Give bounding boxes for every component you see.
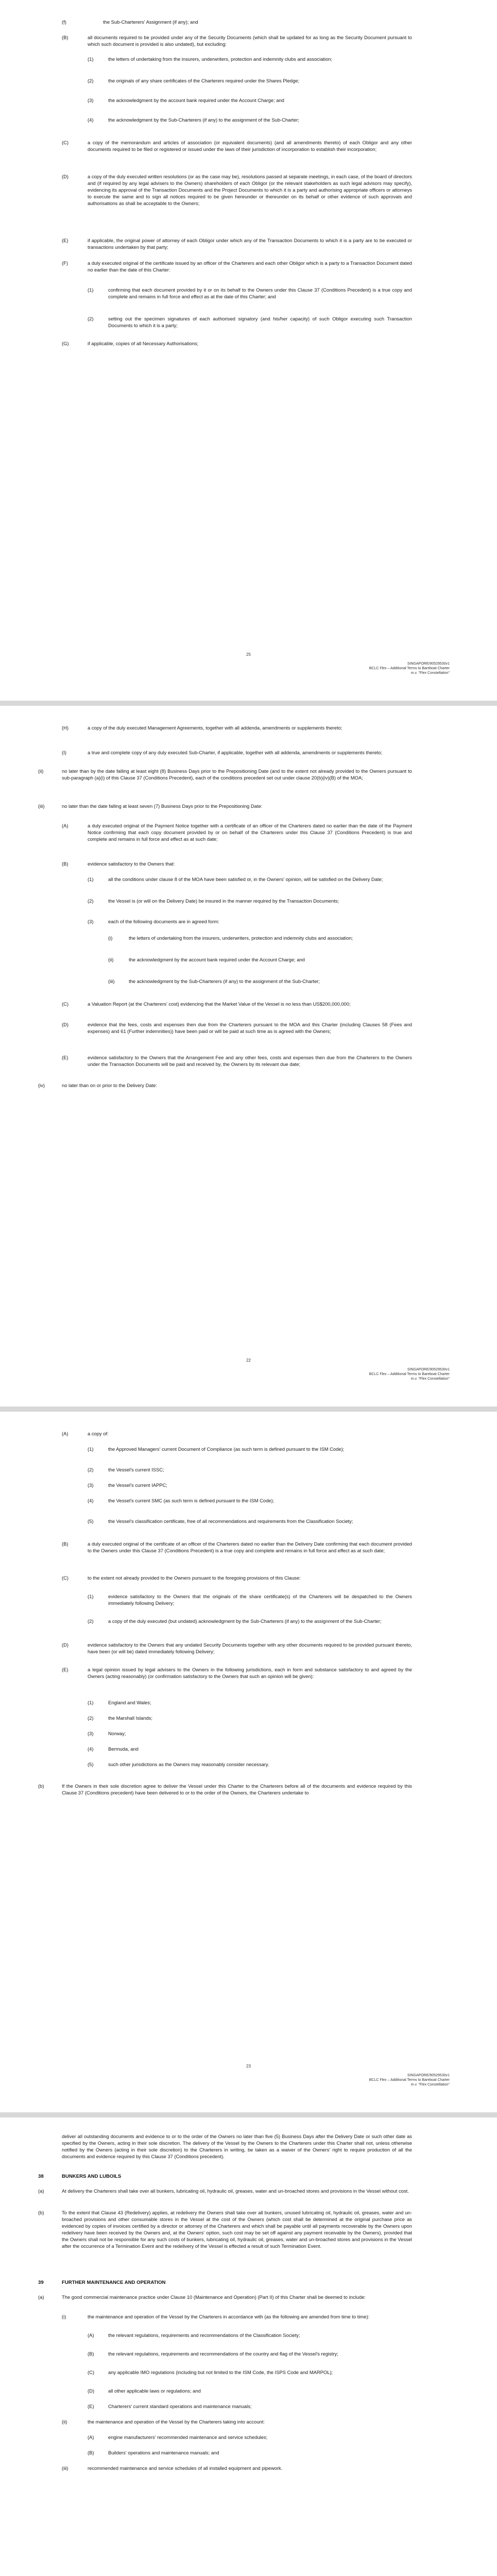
paragraph-text: a legal opinion issued by legal advisers to the Owners in the following jurisdictions, each in form and substance satisfactory to and agreed by the Owners (acting reasonably) (or confirmation satisfactory to the Owners that such an opinion will be given): [88, 1667, 412, 1679]
paragraph-label: (5) [88, 1761, 94, 1767]
paragraph-label: (F) [62, 260, 68, 266]
footer-vessel: m.v. "Flex Constellation" [410, 671, 450, 675]
paragraph-text: evidence satisfactory to the Owners that: [88, 861, 175, 867]
paragraph-label: (E) [62, 1667, 68, 1672]
paragraph-text: the Vessel is (or will on the Delivery Date) be insured in the manner required by the Transaction Documents; [108, 898, 339, 904]
paragraph-label: (4) [88, 117, 94, 123]
paragraph-text: the Sub-Charterers' Assignment (if any); and [103, 19, 198, 25]
paragraph-text: a true and complete copy of any duly executed Sub-Charter, if applicable, together with all addenda, amendments or supplements thereto; [88, 750, 383, 755]
page-number: 23 [246, 2064, 251, 2069]
paragraph-label: (B) [88, 2351, 94, 2357]
footer-title: BCLC Flex – Additional Terms to Bareboat Charter [369, 667, 450, 670]
paragraph-text: a copy of the memorandum and articles of association (or equivalent documents) (and all amendments thereto) of each Obligor and any other documents required to be filed or registered or issued under the laws of their jurisdiction of incorporation to establish their incorporation; [88, 140, 412, 152]
paragraph-label: (3) [88, 1482, 94, 1488]
paragraph-label: (H) [62, 725, 69, 731]
paragraph-text: a copy of the duly executed written resolutions (or as the case may be), resolutions passed at separate meetings, in each case, of the board of directors and (if required by any legal advisers to the Owners) shareholders of each Obligor (or the relevant stakeholders as such legal advisors may specify), evidencing its approval of the Transaction Documents and the Project Documents to which it is a party and authorising appropriate officers or attorneys to execute the same and to sign all notices required to be given hereunder or thereunder on its behalf or other evidence of such approvals and authorisations as shall be acceptable to the Owners; [88, 174, 412, 206]
paragraph-label: (iv) [38, 1082, 45, 1088]
paragraph-label: (5) [88, 1518, 94, 1524]
paragraph-label: (a) [38, 2188, 44, 2194]
footer-vessel: m.v. "Flex Constellation" [410, 1377, 450, 1381]
clause-heading: BUNKERS AND LUBOILS [62, 2174, 122, 2179]
paragraph-label: (E) [88, 2403, 94, 2409]
paragraph-label: (2) [88, 898, 94, 904]
paragraph-label: (1) [88, 287, 94, 293]
paragraph-label: (iii) [108, 978, 115, 984]
clause-number: 39 [38, 2280, 44, 2285]
paragraph-label: (b) [38, 2210, 44, 2215]
paragraph-text: all the conditions under clause 8 of the MOA have been satisfied or, in the Owners' opinion, will be satisfied on the Delivery Date; [108, 876, 383, 882]
paragraph-label: (C) [62, 140, 69, 145]
paragraph-text: any applicable IMO regulations (including but not limited to the ISM Code, the ISPS Code and MARPOL); [108, 2369, 333, 2375]
paragraph-text: If the Owners in their sole discretion agree to deliver the Vessel under this Charter to the Charterers before all of the documents and evidence required by this Clause 37 (Conditions precedent) have been delivered to or to the order of the Owners, the Charterers undertake to [62, 1783, 412, 1795]
paragraph-label: (D) [62, 174, 69, 179]
paragraph-text: a copy of the duly executed Management Agreements, together with all addenda, amendments or supplements thereto; [88, 725, 342, 731]
paragraph-text: deliver all outstanding documents and evidence to or to the order of the Owners no later than five (5) Business Days after the Delivery Date or such other date as specified by the Owners, acting in their sole discretion. The delivery of the Vessel by the Owners to the Charterers under this Charter shall not, unless otherwise notified by the Owners (acting in their sole discretion) to the Charterers in writing, be taken as a waiver of the Owners' right to require production of all the documents and evidence required by this Clause 37 (Conditions precedent). [62, 2133, 412, 2159]
paragraph-text: if applicable, copies of all Necessary Authorisations; [88, 341, 199, 346]
paragraph-text: the Vessel's current IAPPC; [108, 1482, 167, 1488]
document-page [0, 0, 497, 701]
paragraph-label: (b) [38, 1783, 44, 1789]
paragraph-text: England and Wales; [108, 1700, 151, 1705]
paragraph-label: (2) [88, 78, 94, 83]
paragraph-label: (2) [88, 316, 94, 321]
paragraph-label: (iii) [38, 803, 45, 809]
paragraph-text: the Approved Managers' current Document of Compliance (as such term is defined pursuant to the ISM Code); [108, 1446, 345, 1452]
paragraph-text: evidence that the fees, costs and expenses then due from the Charterers pursuant to the MOA and this Charter (including Clauses 58 (Fees and expenses) and 61 (Further indemnities)) have been paid or will be paid at such time as is agreed with the Owners; [88, 1022, 412, 1034]
paragraph-text: each of the following documents are in agreed form: [108, 919, 219, 924]
paragraph-text: Norway; [108, 1731, 126, 1736]
paragraph-text: recommended maintenance and service schedules of all installed equipment and pipework. [88, 2465, 283, 2471]
document-page [0, 706, 497, 1406]
paragraph-label: (C) [62, 1001, 69, 1007]
page-separator [0, 2112, 497, 2117]
paragraph-text: At delivery the Charterers shall take over all bunkers, lubricating oil, hydraulic oil, greases, water and un-broached stores and provisions in the Vessel without cost. [62, 2188, 409, 2194]
paragraph-label: (f) [62, 19, 66, 25]
paragraph-text: the acknowledgment by the Sub-Charterers (if any) to the assignment of the Sub-Charter; [108, 117, 300, 123]
paragraph-text: such other jurisdictions as the Owners may reasonably consider necessary. [108, 1761, 269, 1767]
paragraph-label: (3) [88, 1731, 94, 1736]
paragraph-text: To the extent that Clause 43 (Redelivery) applies, at redelivery the Owners shall take over all bunkers, unused lubricating oil, hydraulic oil, greases, water and un-broached provisions and other consumable stores in the Vessel at the cost of the Owners (which cost shall be determined at the original purchase price as evidenced by copies of invoices certified by a director or attorney of the Charterers and which shall be payable until all payments recoverable by the Owners upon redelivery have been received by the Owners and, at the Owners' option, such cost may be set off against any payment receivable by the Owners), provided that the Owners shall not be responsible for any such costs of bunkers, lubricating oil, hydraulic oil, greases, water and un-broached stores and provisions in the Vessel after the occurrence of a Termination Event and the redelivery of the Vessel is effected a result of such Termination Event. [62, 2210, 412, 2249]
paragraph-label: (ii) [108, 957, 114, 962]
paragraph-label: (B) [62, 35, 68, 40]
paragraph-text: the Vessel's current ISSC; [108, 1467, 164, 1472]
paragraph-text: The good commercial maintenance practice under Clause 10 (Maintenance and Operation) (Part II) of this Charter shall be deemed to include: [62, 2294, 366, 2300]
paragraph-label: (A) [88, 2434, 94, 2440]
paragraph-label: (1) [88, 1446, 94, 1452]
paragraph-label: (E) [62, 1055, 68, 1060]
paragraph-text: all other applicable laws or regulations; and [108, 2388, 201, 2394]
paragraph-label: (C) [62, 1575, 69, 1581]
paragraph-label: (A) [88, 2332, 94, 2338]
paragraph-text: no later than on or prior to the Delivery Date: [62, 1082, 157, 1088]
clause-heading: FURTHER MAINTENANCE AND OPERATION [62, 2280, 166, 2285]
paragraph-label: (a) [38, 2294, 44, 2300]
document-page [0, 1412, 497, 2112]
paragraph-label: (B) [88, 2450, 94, 2455]
paragraph-text: a copy of: [88, 1431, 109, 1436]
paragraph-label: (D) [62, 1022, 69, 1027]
paragraph-text: evidence satisfactory to the Owners that any undated Security Documents together with any other documents required to be provided pursuant thereto, have been (or will be) dated immediately following Delivery; [88, 1642, 412, 1654]
paragraph-text: to the extent not already provided to the Owners pursuant to the foregoing provisions of this Clause: [88, 1575, 301, 1581]
paragraph-text: the acknowledgment by the account bank required under the Account Charge; and [108, 97, 284, 103]
footer-reference: SINGAPORE/90529530v1 [407, 662, 450, 666]
paragraph-text: the Marshall Islands; [108, 1715, 152, 1721]
paragraph-text: the acknowledgment by the Sub-Charterers (if any) to the assignment of the Sub-Charter; [129, 978, 320, 984]
paragraph-text: the relevant regulations, requirements and recommendations of the country and flag of the Vessel's registry; [108, 2351, 338, 2357]
paragraph-text: the relevant regulations, requirements and recommendations of the Classification Society; [108, 2332, 300, 2338]
paragraph-label: (B) [62, 861, 68, 867]
paragraph-label: (ii) [62, 2419, 67, 2425]
paragraph-text: a duly executed original of the certificate of an officer of the Charterers dated no earlier than the Delivery Date confirming that each document provided to the Owners under this Clause 37 (Conditions Precedent) is a true copy and complete and remains in full force and effect as at such date; [88, 1541, 412, 1553]
footer-reference: SINGAPORE/90529530v1 [407, 1368, 450, 1371]
page-number: 22 [246, 1358, 251, 1363]
footer-reference: SINGAPORE/90529530v1 [407, 2074, 450, 2077]
paragraph-text: the Vessel's current SMC (as such term is defined pursuant to the ISM Code); [108, 1498, 275, 1503]
paragraph-text: the originals of any share certificates of the Charterers required under the Shares Pledge; [108, 78, 300, 83]
paragraph-text: the Vessel's classification certificate, free of all recommendations and requirements from the Classification Society; [108, 1518, 353, 1524]
clause-number: 38 [38, 2174, 44, 2179]
paragraph-text: the letters of undertaking from the insurers, underwriters, protection and indemnity clubs and association; [108, 56, 333, 62]
document-page [0, 2117, 497, 2576]
paragraph-text: the maintenance and operation of the Vessel by the Charterers taking into account: [88, 2419, 265, 2425]
paragraph-text: engine manufacturers' recommended maintenance and service schedules; [108, 2434, 268, 2440]
footer-title: BCLC Flex – Additional Terms to Bareboat Charter [369, 1372, 450, 1376]
paragraph-text: the maintenance and operation of the Vessel by the Charterers in accordance with (as the following are amended from time to time): [88, 2314, 370, 2319]
paragraph-label: (iii) [62, 2465, 68, 2471]
paragraph-label: (G) [62, 341, 69, 346]
page-separator [0, 1406, 497, 1412]
paragraph-label: (1) [88, 1594, 94, 1599]
page-separator [0, 701, 497, 706]
paragraph-label: (D) [88, 2388, 95, 2394]
paragraph-text: if applicable, the original power of attorney of each Obligor under which any of the Transaction Documents to which it is a party are to be executed or transactions undertaken by that party; [88, 238, 412, 250]
paragraph-label: (1) [88, 56, 94, 62]
paragraph-label: (3) [88, 97, 94, 103]
paragraph-text: confirming that each document provided by it or on its behalf to the Owners under this Clause 37 (Conditions Precedent) is a true copy and complete and remains in full force and effect as at the date of this Charter; and [108, 287, 412, 299]
paragraph-text: setting out the specimen signatures of each authorised signatory (and his/her capacity) of such Obligor executing such Transaction Documents to which it is a party; [108, 316, 412, 328]
paragraph-text: a Valuation Report (at the Charterers' cost) evidencing that the Market Value of the Vessel is no less than US$200,000,000; [88, 1001, 351, 1007]
page-number: 25 [246, 652, 251, 657]
paragraph-label: (4) [88, 1746, 94, 1752]
paragraph-label: (D) [62, 1642, 69, 1648]
paragraph-text: evidence satisfactory to the Owners that the Arrangement Fee and any other fees, costs and expenses then due from the Charterers to the Owners under the Transaction Documents will be paid and received by, the Owners by its relevant due date; [88, 1055, 412, 1067]
paragraph-text: Builders' operations and maintenance manuals; and [108, 2450, 219, 2455]
paragraph-text: a copy of the duly executed (but undated) acknowledgment by the Sub-Charterers (if any) to the assignment of the Sub-Charter; [108, 1618, 382, 1624]
footer-vessel: m.v. "Flex Constellation" [410, 2083, 450, 2087]
paragraph-label: (ii) [38, 768, 44, 774]
paragraph-label: (2) [88, 1467, 94, 1472]
paragraph-text: Charterers' current standard operations and maintenance manuals; [108, 2403, 252, 2409]
paragraph-text: the letters of undertaking from the insurers, underwriters, protection and indemnity clubs and association; [129, 935, 353, 941]
paragraph-label: (A) [62, 823, 68, 828]
paragraph-text: Bermuda, and [108, 1746, 139, 1752]
footer-title: BCLC Flex – Additional Terms to Bareboat Charter [369, 2078, 450, 2082]
paragraph-text: no later than the date falling at least seven (7) Business Days prior to the Prepositioning Date: [62, 803, 263, 809]
paragraph-label: (C) [88, 2369, 95, 2375]
paragraph-text: a duly executed original of the certificate issued by an officer of the Charterers and each other Obligor which is a party to a Transaction Document dated no earlier than the date of this Charter: [88, 260, 412, 273]
paragraph-label: (2) [88, 1618, 94, 1624]
paragraph-label: (B) [62, 1541, 68, 1547]
paragraph-label: (2) [88, 1715, 94, 1721]
paragraph-label: (1) [88, 1700, 94, 1705]
paragraph-label: (i) [62, 2314, 66, 2319]
paragraph-label: (E) [62, 238, 68, 243]
paragraph-text: the acknowledgment by the account bank required under the Account Charge; and [129, 957, 305, 962]
paragraph-label: (3) [88, 919, 94, 924]
paragraph-label: (A) [62, 1431, 68, 1436]
paragraph-text: no later than by the date falling at least eight (8) Business Days prior to the Prepositioning Date (and to the extent not already provided to the Owners pursuant to sub-paragraph (a)(i) of this Clause 37 (Conditions Precedent), each of the conditions precedent set out under clause 20(b)(iv)(B) of the MOA; [62, 768, 412, 781]
paragraph-label: (i) [108, 935, 113, 941]
paragraph-text: all documents required to be provided under any of the Security Documents (which shall be updated for as long as the Security Document pursuant to which such document is provided is also undated), but excluding: [88, 35, 412, 47]
paragraph-text: evidence satisfactory to the Owners that the originals of the share certificate(s) of the Charterers will be despatched to the Owners immediately following Delivery; [108, 1594, 412, 1606]
paragraph-label: (I) [62, 750, 66, 755]
paragraph-label: (1) [88, 876, 94, 882]
paragraph-text: a duly executed original of the Payment Notice together with a certificate of an officer of the Charterers dated no earlier than the date of the Payment Notice confirming that each copy document provided by or on behalf of the Charterers under this Clause 37 (Conditions Precedent) is true and complete and remains in full force and effect as at such date; [88, 823, 412, 842]
paragraph-label: (4) [88, 1498, 94, 1503]
